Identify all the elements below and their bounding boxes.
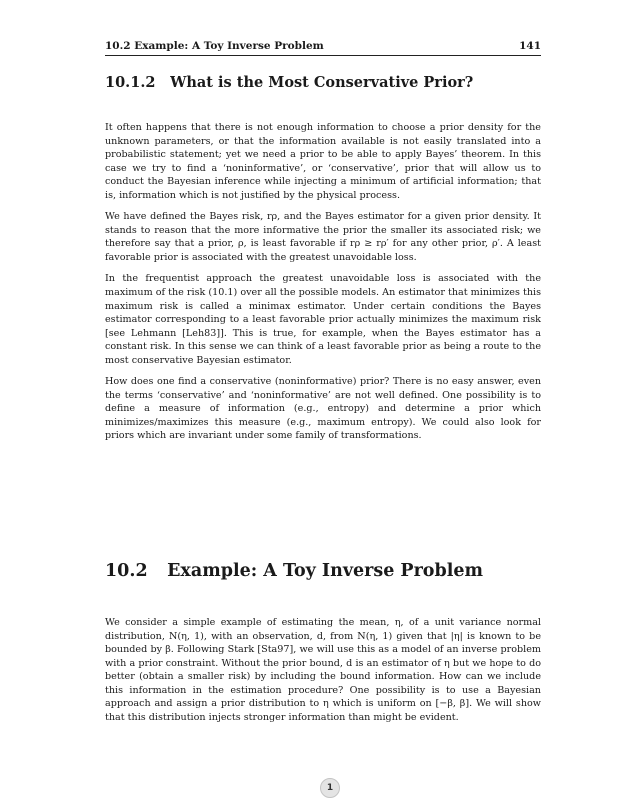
subsection-title: What is the Most Conservative Prior? <box>170 74 474 91</box>
section-title: Example: A Toy Inverse Problem <box>167 561 484 581</box>
section-number: 10.2 <box>105 561 148 581</box>
running-head-page-number: 141 <box>519 40 541 52</box>
running-head <box>105 40 541 56</box>
paragraph: We consider a simple example of estimating the mean, η, of a unit variance normal distribution, N(η, 1), with an observation, d, from N(η, 1) given that |η| is known to be bounded by β. Following Stark [Sta97], we will use this as a model of an inverse problem with a prior constraint. Without the prior bound, d is an estimator of η but we hope to do better (obtain a smaller risk) by including the bound information. How can we include this information in the estimation procedure? One possibility is to use a Bayesian approach and assign a prior distribution to η which is uniform on [−β, β]. We will show that this distribution injects stronger information than might be evident. <box>105 617 541 723</box>
page-badge[interactable]: 1 <box>320 778 340 798</box>
section-body <box>105 616 541 732</box>
subsection-number: 10.1.2 <box>105 74 156 91</box>
paragraph: In the frequentist approach the greatest unavoidable loss is associated with the maximum of the risk (10.1) over all the possible models. An estimator that minimizes this maximum risk is called a minimax estimator. Under certain conditions the Bayes estimator corresponding to a least favorable prior actually minimizes the maximum risk [see Lehmann [Leh83]]. This is true, for example, when the Bayes estimator has a constant risk. In this sense we can think of a least favorable prior as being a route to the most conservative Bayesian estimator. <box>105 273 541 366</box>
paragraph: We have defined the Bayes risk, rρ, and the Bayes estimator for a given prior density. It stands to reason that the more informative the prior the smaller its associated risk; we therefore say that a prior, ρ, is least favorable if rρ ≥ rρ′ for any other prior, ρ′. A least favorable prior is associated with the greatest unavoidable loss. <box>105 211 541 263</box>
subsection-body <box>105 121 541 451</box>
subsection-heading <box>105 74 545 91</box>
paragraph: It often happens that there is not enough information to choose a prior density for the unknown parameters, or that the information available is not easily translated into a probabilistic statement; yet we need a prior to be able to apply Bayes’ theorem. In this case we try to find a ‘noninformative’, or ‘conservative’, prior that will allow us to conduct the Bayesian inference while injecting a minimum of artificial information; that is, information which is not justified by the physical process. <box>105 122 541 201</box>
running-head-title: 10.2 Example: A Toy Inverse Problem <box>105 40 324 52</box>
paragraph: How does one find a conservative (noninformative) prior? There is no easy answer, even the terms ‘conservative’ and ‘noninformative’ are not well defined. One possibility is to define a measure of information (e.g., entropy) and determine a prior which minimizes/maximizes this measure (e.g., maximum entropy). We could also look for priors which are invariant under some family of transformations. <box>105 376 541 442</box>
section-heading <box>105 561 545 581</box>
